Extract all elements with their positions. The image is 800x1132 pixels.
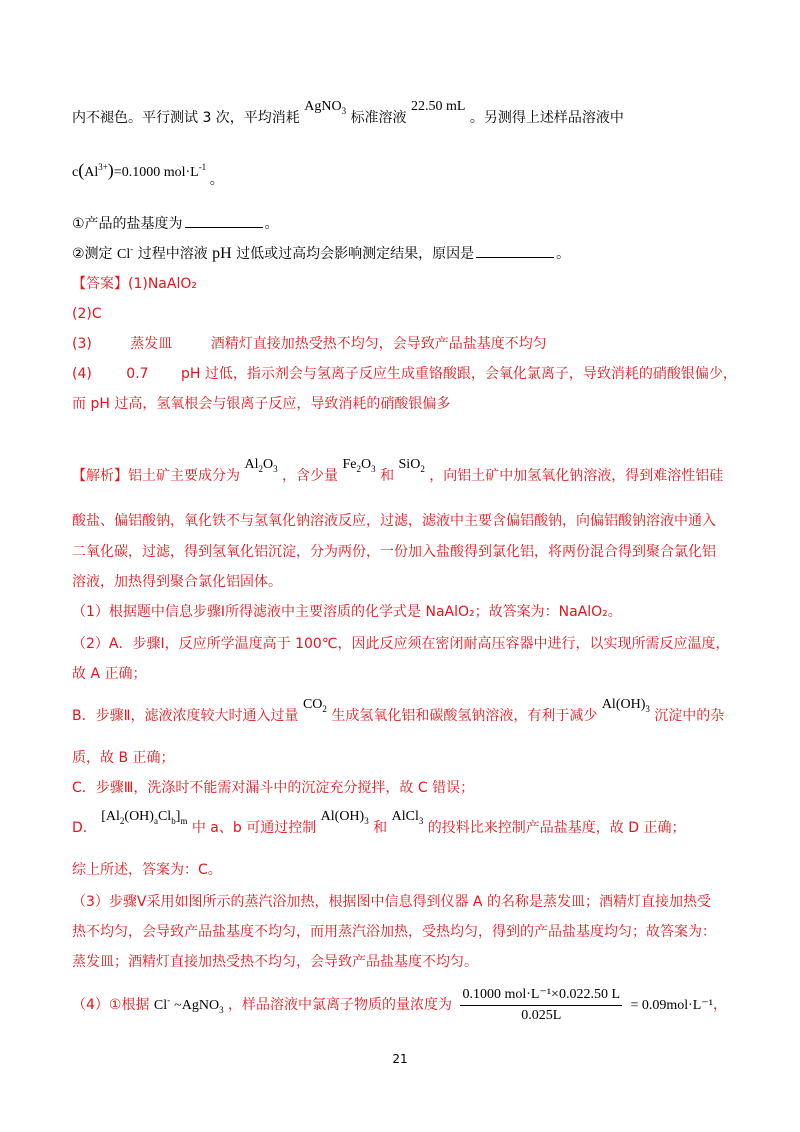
text: 沉淀中的杂 bbox=[654, 708, 725, 724]
text: 过程中溶液 bbox=[137, 246, 208, 262]
paren-close: ) bbox=[107, 160, 114, 180]
text: 酸盐、偏铝酸钠，氧化铁不与氢氧化钠溶液反应，过滤，滤液中主要含偏铝酸钠，向偏铝酸钠溶液中通入 bbox=[72, 513, 716, 529]
comma: ， bbox=[712, 997, 727, 1013]
formula-alcl3: AlCl$_3$ bbox=[391, 809, 424, 826]
fraction-denominator: 0.025L bbox=[521, 1007, 562, 1023]
text: （2）A．步骤Ⅰ，反应所学温度高于 100℃，因此反应须在密闭耐高压容器中进行，以实现所需反应温度， bbox=[72, 636, 730, 652]
text: B．步骤Ⅱ，滤液浓度较大时通入过量 bbox=[72, 708, 299, 724]
cl-ion: Cl- bbox=[117, 244, 134, 262]
text: 热不均匀，会导致产品盐基度不均匀，而用蒸汽浴加热，受热均匀，得到的产品盐基度均匀；故答案为： bbox=[72, 924, 716, 940]
al-symbol: Al bbox=[84, 165, 99, 180]
text: 故 A 正确； bbox=[72, 666, 147, 682]
analysis-line-6 bbox=[72, 634, 730, 654]
analysis-line-9 bbox=[72, 748, 175, 768]
analysis-line-2 bbox=[72, 511, 716, 531]
formula-agno3: AgNO$_3$ bbox=[304, 99, 347, 116]
text: （1）根据题中信息步骤Ⅰ所得滤液中主要溶质的化学式是 NaAlO₂；故答案为：NaAlO₂。 bbox=[72, 604, 622, 620]
answer-text: 0.7 bbox=[126, 366, 149, 382]
exp: -1 bbox=[198, 162, 207, 172]
q1-text: ①产品的盐基度为 bbox=[72, 216, 183, 232]
text: 和 bbox=[373, 820, 388, 836]
answer-blank bbox=[185, 215, 263, 228]
answer-text: 而 pH 过高，氢氧根会与银离子反应，导致消耗的硝酸银偏多 bbox=[72, 396, 451, 412]
analysis-line-5 bbox=[72, 602, 622, 622]
analysis-line-14 bbox=[72, 922, 716, 942]
analysis-line-8 bbox=[72, 697, 725, 727]
text: 质，故 B 正确； bbox=[72, 750, 175, 766]
text: 综上所述，答案为：C。 bbox=[72, 862, 222, 878]
text: ，样品溶液中氯离子物质的量浓度为 bbox=[228, 997, 453, 1013]
answer-blank bbox=[476, 245, 554, 258]
analysis-line-1 bbox=[72, 457, 724, 487]
concentration-fraction bbox=[460, 987, 622, 1024]
text: 【解析】铝土矿主要成分为 bbox=[72, 468, 240, 484]
text: 溶液，加热得到聚合氯化铝固体。 bbox=[72, 574, 282, 590]
analysis-line-7 bbox=[72, 664, 146, 684]
text: 过低或过高均会影响测定结果，原因是 bbox=[236, 246, 475, 262]
volume-value: 22.50 mL bbox=[411, 99, 466, 114]
answer-text: 【答案】(1)NaAlO₂ bbox=[72, 276, 197, 292]
answer-1 bbox=[72, 274, 197, 294]
text: 和 bbox=[380, 468, 395, 484]
period: 。 bbox=[209, 173, 224, 188]
text: D． bbox=[72, 820, 97, 836]
answer-2 bbox=[72, 304, 102, 324]
answer-text: 蒸发皿 bbox=[130, 336, 173, 352]
answer-text: (2)C bbox=[72, 306, 102, 322]
analysis-line-4 bbox=[72, 572, 282, 592]
formula-aloh3: $Al(OH)_3$ bbox=[320, 809, 369, 826]
text: （4）①根据 bbox=[72, 997, 150, 1013]
answer-text: pH 过低，指示剂会与氢离子反应生成重铬酸跟，会氧化氯离子，导致消耗的硝酸银偏少， bbox=[181, 366, 737, 382]
analysis-line-3 bbox=[72, 542, 716, 562]
paren-open: ( bbox=[78, 160, 85, 180]
answer-text: 酒精灯直接加热受热不均匀，会导致产品盐基度不均匀 bbox=[210, 336, 547, 352]
text: C．步骤Ⅲ，洗涤时不能需对漏斗中的沉淀充分搅拌，故 C 错误； bbox=[72, 780, 475, 796]
question-2 bbox=[72, 244, 570, 265]
period: 。 bbox=[264, 216, 279, 232]
answer-num: (4) bbox=[72, 366, 92, 382]
answer-4 bbox=[72, 364, 737, 384]
text: ，含少量 bbox=[282, 468, 339, 484]
text: 内不褪色。平行测试 3 次，平均消耗 bbox=[72, 110, 300, 126]
analysis-line-15 bbox=[72, 952, 478, 972]
text: 生成氢氧化铝和碳酸氢钠溶液，有利于减少 bbox=[331, 708, 598, 724]
question-line-2 bbox=[72, 160, 224, 188]
analysis-line-12 bbox=[72, 860, 222, 880]
c-symbol: c bbox=[72, 165, 79, 180]
answer-num: (3) bbox=[72, 336, 92, 352]
formula-cl-agno3: Cl- ~AgNO$_3$ bbox=[153, 995, 224, 1015]
text: 。另测得上述样品溶液中 bbox=[469, 110, 624, 126]
text: 标准溶液 bbox=[350, 110, 407, 126]
text: 的投料比来控制产品盐基度，故 D 正确； bbox=[427, 820, 686, 836]
text: ，向铝土矿中加氢氧化钠溶液，得到难溶性铝硅 bbox=[429, 468, 724, 484]
formula-aloh3: $Al(OH)_3$ bbox=[601, 697, 650, 714]
result-value: = 0.09mol·L⁻¹ bbox=[630, 998, 713, 1013]
text: ②测定 bbox=[72, 246, 113, 262]
text: （3）步骤Ⅴ采用如图所示的蒸汽浴加热，根据图中信息得到仪器 A 的名称是蒸发皿；酒精灯直接加热受 bbox=[72, 894, 711, 910]
formula-co2: $CO_2$ bbox=[302, 697, 327, 714]
formula-al2o3: $Al_2O_3$ bbox=[244, 457, 278, 474]
answer-3 bbox=[72, 334, 547, 354]
formula-fe2o3: $Fe_2O_3$ bbox=[342, 457, 376, 474]
formula-sio2: SiO$_2$ bbox=[398, 457, 425, 474]
question-1 bbox=[72, 214, 279, 234]
page-number: 21 bbox=[392, 1052, 408, 1066]
charge: 3+ bbox=[98, 162, 108, 172]
ph-symbol: pH bbox=[212, 245, 232, 262]
answer-4-cont bbox=[72, 394, 450, 414]
text: 蒸发皿；酒精灯直接加热受热不均匀，会导致产品盐基度不均匀。 bbox=[72, 954, 478, 970]
analysis-line-16 bbox=[72, 986, 727, 1025]
text: 中 a、b 可通过控制 bbox=[191, 820, 317, 836]
period: 。 bbox=[556, 246, 571, 262]
analysis-line-11 bbox=[72, 809, 686, 839]
formula-polymer: $[Al_2(OH)_aCl_b]_m$ bbox=[101, 809, 188, 826]
analysis-line-13 bbox=[72, 892, 711, 912]
question-line-1 bbox=[72, 99, 624, 129]
fraction-numerator: 0.1000 mol·L⁻¹×0.022.50 L bbox=[460, 987, 622, 1006]
analysis-line-10 bbox=[72, 778, 474, 798]
concentration: =0.1000 mol·L bbox=[113, 165, 199, 180]
text: 二氧化碳，过滤，得到氢氧化铝沉淀，分为两份，一份加入盐酸得到氯化铝，将两份混合得到聚合氯化铝 bbox=[72, 544, 716, 560]
